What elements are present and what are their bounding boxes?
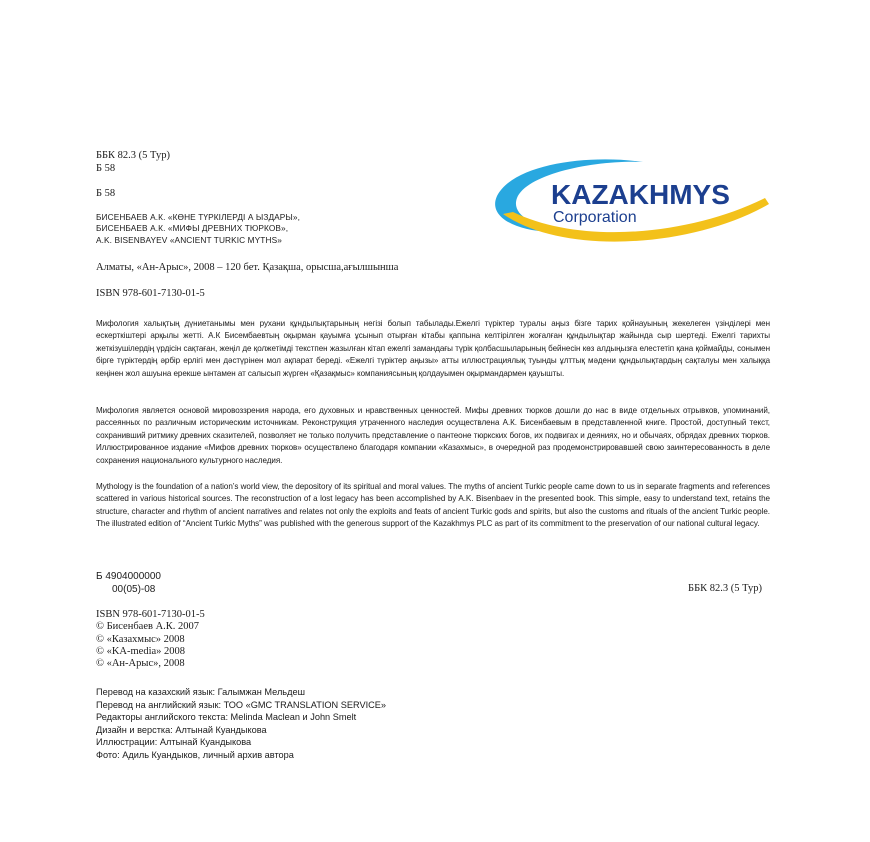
author-title-list [96,212,300,246]
author-title-kz: БИСЕНБАЕВ А.К. «КӨНЕ ТҮРКІЛЕРДІ А ЫЗДАРЫ», [96,212,300,222]
copyright-line: ISBN 978-601-7130-01-5 [96,609,205,620]
catalog-code-block [96,571,161,596]
logo-swoosh-graphic [493,156,771,256]
bbk-line: ББК 82.3 (5 Тур) [96,150,170,161]
imprint-line: Алматы, «Ан-Арыс», 2008 – 120 бет. Қазақша, орысша,ағылшынша [96,262,399,273]
copyright-block [96,609,205,670]
credit-line: Редакторы английского текста: Melinda Maclean и John Smelt [96,712,357,723]
copyright-line: © «Казахмыс» 2008 [96,633,185,645]
logo-subtitle: Corporation [553,209,637,226]
credit-line: Дизайн и верстка: Алтынай Куандыкова [96,724,267,735]
copyright-line: © «KA-media» 2008 [96,645,186,657]
author-mark-line: Б 58 [96,163,116,174]
credit-line: Иллюстрации: Алтынай Куандыкова [96,737,252,748]
isbn-line: ISBN 978-601-7130-01-5 [96,288,205,299]
credit-line: Перевод на английский язык: ТОО «GMC TRANSLATION SERVICE» [96,699,387,710]
credit-line: Фото: Адиль Куандыков, личный архив автора [96,749,294,760]
bbk-classification-right: ББК 82.3 (5 Тур) [688,583,762,594]
author-title-ru: БИСЕНБАЕВ А.К. «МИФЫ ДРЕВНИХ ТЮРКОВ», [96,223,289,234]
annotation-english: Mythology is the foundation of a nation’s world view, the depository of its spiritual and moral values. The myths of ancient Turkic people came down to us in separate fragments and references scattered in various historical sources. The reconstruction of a lost legacy has been accomplished by A.K. Bisenbaev in the presented book. This simple, easy to understand text, retains the structure, character and rhythm of ancient narratives and relates not only the exploits and feats of ancient Turkic gods and spirits, but also the customs and rituals of the ancient Turkic people. The illustrated edition of “Ancient Turkic Myths” was published with the generous support of the Kazakhmys PLC as part of its commitment to the preservation of our national cultural legacy. [96,482,770,529]
author-mark-line: Б 58 [96,188,116,199]
copyright-line: © «Ан-Арыс», 2008 [96,658,185,670]
annotation-russian: Мифология является основой мировоззрения народа, его духовных и нравственных ценностей. Мифы древних тюрков дошли до нас в виде отдельных отрывков, упоминаний, рассеянных по различным историческим источникам. Реконструкция утраченного наследия осуществлена А.К. Бисенбаевым в представленной книге. Простой, доступный текст, сохранивший ритмику древних сказителей, позволяет не только получить представление о пантеоне тюркских богов, их подвигах и деяниях, но и обычаях, обрядах древних тюрков. Иллюстрированное издание «Мифов древних тюрков» осуществлено благодаря компании «Казахмыс», в очередной раз продемонстрировавшей свою заинтересованность в деле сохранения национального культурного наследия. [96,406,770,465]
credits-block [96,686,386,762]
catalog-code-line: 00(05)-08 [112,583,156,595]
annotation-kazakh: Мифология халықтың дүниетанымы мен рухани құндылықтарының негізі болып табылады.Ежелгі түріктер туралы аңыз бізге тарих қойнауының жекелеген үзінділері мен ескерткіштері арқылы жетті. А.К Бисембаевтың оқырман қауымға ұсынып отырған кітабы қаппына келтірілген жоғалған құндылықтар жайында сыр шертеді. Ежелгі тарихты жеткізушілердің үрдісін сақтаған, жеңіл де қолжетімді текстпен жазылған кітап ежелгі замандағы түрік қолбасшыларының бейнесін көз алдыңызға елестетіп қана қоймайды, сонымен бірге түріктердің әрбір ерлігі мен дәстүрінен мол ақпарат береді. «Ежелгі түріктер аңызы» атты иллюстрациялық туынды ұлттық мәдени құндылықтардың сақталуы мен халыққа кеңінен жол ашуына ерекше ынтамен ат салысып жүрген «Қазақмыс» компаниясының қолдауымен оқырмандармен қауышты. [96,319,770,378]
copyright-line: © Бисенбаев А.К. 2007 [96,621,200,633]
catalog-code-line: Б 4904000000 [96,571,161,582]
logo-wordmark: KAZAKHMYS [551,179,730,210]
author-title-en: A.K. BISENBAYEV «ANCIENT TURKIC MYTHS» [96,234,282,245]
credit-line: Перевод на казахский язык: Галымжан Мельдеш [96,687,305,697]
kazakhmys-logo [493,156,771,256]
bbk-classification [96,149,170,175]
